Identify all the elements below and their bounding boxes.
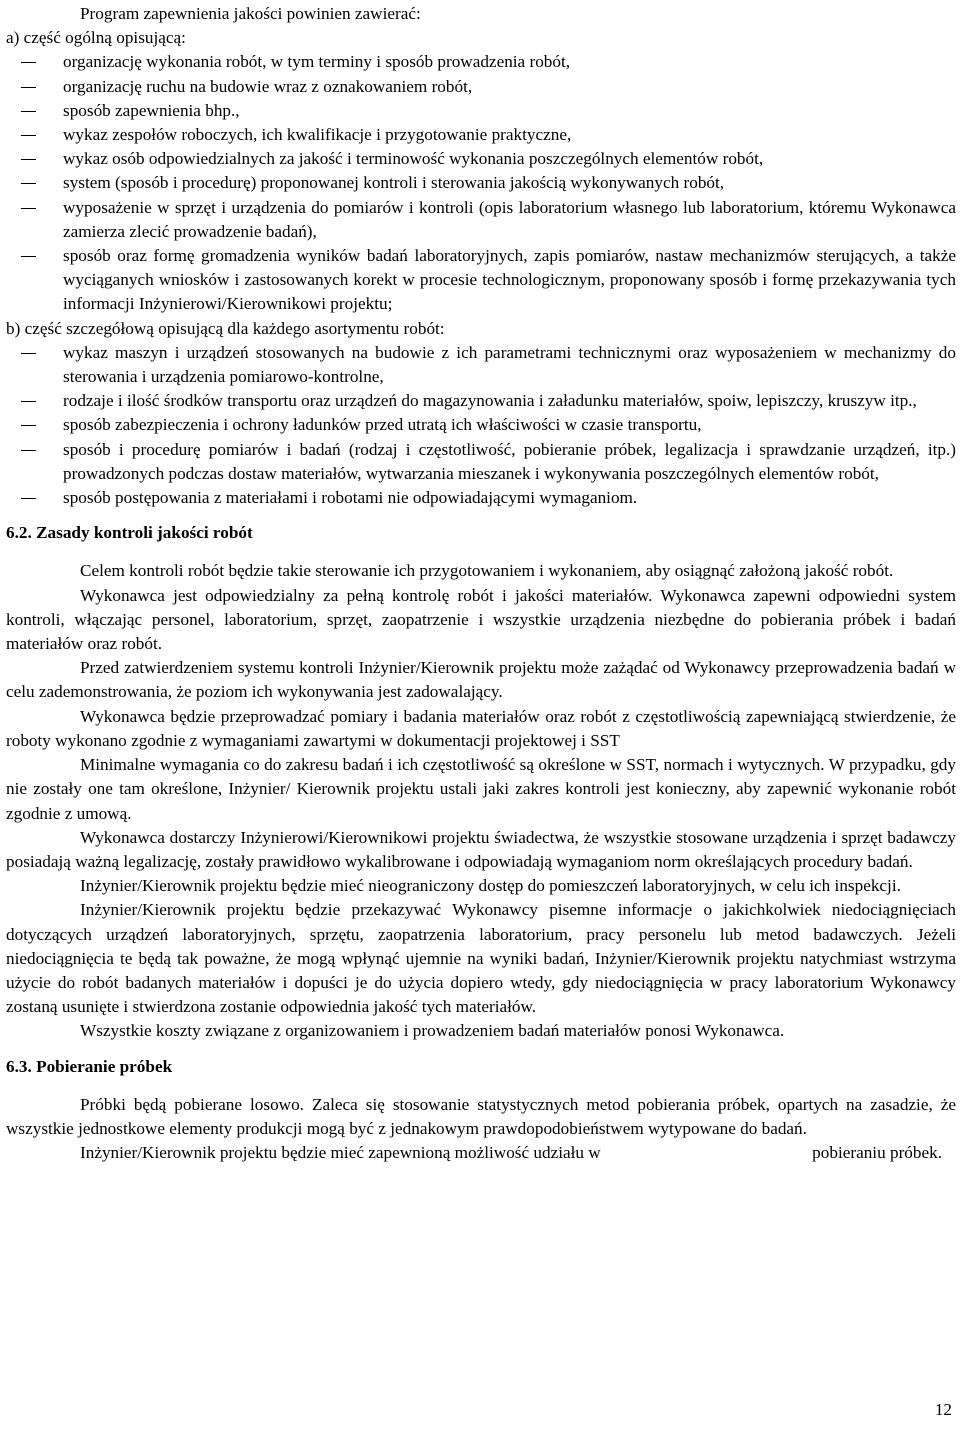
paragraph: Minimalne wymagania co do zakresu badań i ich częstotliwość są określone w SST, normach i wytycznych. W przypadku, gdy nie zostały one tam określone, Inżynier/ Kierownik projektu ustali jaki zakres kontroli jest konieczny, aby zapewnić wykonanie robót zgodnie z umową. bbox=[6, 755, 956, 823]
paragraph: Próbki będą pobierane losowo. Zaleca się stosowanie statystycznych metod pobierania próbek, opartych na zasadzie, że wszystkie jednostkowe elementy produkcji mogą być z jednakowym prawdopodobieństwem wytypowane do badań. bbox=[6, 1094, 956, 1138]
list-item: organizację ruchu na budowie wraz z oznakowaniem robót, bbox=[6, 75, 956, 99]
list-item: sposób i procedurę pomiarów i badań (rodzaj i częstotliwość, pobieranie próbek, legalizacja i sprawdzanie urządzeń, itp.) prowadzonych podczas dostaw materiałów, wytwarzania mieszanek i wykonywania poszczególnych elementów robót, bbox=[6, 438, 956, 486]
dash-bullet bbox=[21, 62, 36, 63]
part-b-list bbox=[6, 341, 956, 510]
dash-bullet bbox=[21, 353, 36, 354]
dash-bullet bbox=[21, 425, 36, 426]
dash-bullet bbox=[21, 498, 36, 499]
document-page bbox=[6, 2, 956, 1165]
dash-bullet bbox=[21, 111, 36, 112]
section-heading-6-3: 6.3. Pobieranie próbek bbox=[6, 1056, 173, 1076]
part-a-list bbox=[6, 50, 956, 316]
last-line-left: Inżynier/Kierownik projektu będzie mieć zapewnioną możliwość udziału w bbox=[80, 1143, 601, 1163]
paragraph: Inżynier/Kierownik projektu będzie przekazywać Wykonawcy pisemne informacje o jakichkolwiek niedociągnięciach dotyczących urządzeń laboratoryjnych, sprzętu, zaopatrzenia laboratorium, pracy personelu lub metod badawczych. Jeżeli niedociągnięcia te będą tak poważne, że mogą wpłynąć ujemnie na wyniki badań, Inżynier/Kierownik projektu natychmiast wstrzyma użycie do robót badanych materiałów i dopuści je do użycia dopiero wtedy, gdy niedociągnięcia w pracy laboratorium Wykonawcy zostaną usunięte i stwierdzona zostanie odpowiednia jakość tych materiałów. bbox=[6, 900, 956, 1017]
last-line bbox=[6, 1141, 956, 1165]
paragraph: Przed zatwierdzeniem systemu kontroli Inżynier/Kierownik projektu może zażądać od Wykonawcy przeprowadzenia badań w celu zademonstrowania, że poziom ich wykonywania jest zadowalający. bbox=[6, 658, 956, 702]
page-number: 12 bbox=[934, 1400, 952, 1419]
list-item: rodzaje i ilość środków transportu oraz urządzeń do magazynowania i załadunku materiałów, spoiw, lepiszczy, kruszyw itp., bbox=[6, 389, 956, 413]
dash-bullet bbox=[21, 135, 36, 136]
list-item: sposób postępowania z materiałami i robotami nie odpowiadającymi wymaganiom. bbox=[6, 486, 956, 510]
list-item: wykaz osób odpowiedzialnych za jakość i terminowość wykonania poszczególnych elementów robót, bbox=[6, 147, 956, 171]
list-item: wyposażenie w sprzęt i urządzenia do pomiarów i kontroli (opis laboratorium własnego lub laboratorium, któremu Wykonawca zamierza zlecić prowadzenie badań), bbox=[6, 196, 956, 244]
paragraph: Wykonawca jest odpowiedzialny za pełną kontrolę robót i jakości materiałów. Wykonawca zapewni odpowiedni system kontroli, włączając personel, laboratorium, sprzęt, zaopatrzenie i wszystkie urządzenia niezbędne do pobierania próbek i badań materiałów oraz robót. bbox=[6, 585, 956, 654]
dash-bullet bbox=[21, 256, 36, 257]
intro-line: Program zapewnienia jakości powinien zawierać: bbox=[80, 4, 421, 23]
dash-bullet bbox=[21, 208, 36, 209]
paragraph: Wykonawca dostarczy Inżynierowi/Kierownikowi projektu świadectwa, że wszystkie stosowane urządzenia i sprzęt badawczy posiadają ważną legalizację, zostały prawidłowo wykalibrowane i odpowiadają wymaganiom norm określających procedury badań. bbox=[6, 827, 956, 871]
part-a-label: a) część ogólną opisującą: bbox=[6, 28, 186, 48]
dash-bullet bbox=[21, 159, 36, 160]
paragraph: Inżynier/Kierownik projektu będzie mieć nieograniczony dostęp do pomieszczeń laboratoryjnych, w celu ich inspekcji. bbox=[80, 876, 901, 896]
dash-bullet bbox=[21, 450, 36, 451]
last-line-right: pobieraniu próbek. bbox=[812, 1143, 942, 1163]
paragraph: Wszystkie koszty związane z organizowaniem i prowadzeniem badań materiałów ponosi Wykonawca. bbox=[80, 1021, 785, 1041]
paragraph: Wykonawca będzie przeprowadzać pomiary i badania materiałów oraz robót z częstotliwością zapewniającą stwierdzenie, że roboty wykonano zgodnie z wymaganiami zawartymi w dokumentacji projektowej i SST bbox=[6, 706, 956, 750]
list-item: sposób zapewnienia bhp., bbox=[6, 99, 956, 123]
list-item: wykaz maszyn i urządzeń stosowanych na budowie z ich parametrami technicznymi oraz wyposażeniem w mechanizmy do sterowania i urządzenia pomiarowo-kontrolne, bbox=[6, 341, 956, 389]
dash-bullet bbox=[21, 183, 36, 184]
part-b-label: b) część szczegółową opisującą dla każdego asortymentu robót: bbox=[6, 318, 445, 338]
section-heading-6-2: 6.2. Zasady kontroli jakości robót bbox=[6, 523, 253, 543]
list-item: sposób oraz formę gromadzenia wyników badań laboratoryjnych, zapis pomiarów, nastaw mechanizmów sterujących, a także wyciąganych wniosków i zastosowanych korekt w procesie technologicznym, proponowany sposób i formę przekazywania tych informacji Inżynierowi/Kierownikowi projektu; bbox=[6, 244, 956, 317]
list-item: system (sposób i procedurę) proponowanej kontroli i sterowania jakością wykonywanych robót, bbox=[6, 171, 956, 195]
list-item: organizację wykonania robót, w tym terminy i sposób prowadzenia robót, bbox=[6, 50, 956, 74]
list-item: wykaz zespołów roboczych, ich kwalifikacje i przygotowanie praktyczne, bbox=[6, 123, 956, 147]
dash-bullet bbox=[21, 401, 36, 402]
paragraph: Celem kontroli robót będzie takie sterowanie ich przygotowaniem i wykonaniem, aby osiągnąć założoną jakość robót. bbox=[80, 561, 894, 581]
list-item: sposób zabezpieczenia i ochrony ładunków przed utratą ich właściwości w czasie transportu, bbox=[6, 413, 956, 437]
dash-bullet bbox=[21, 87, 36, 88]
